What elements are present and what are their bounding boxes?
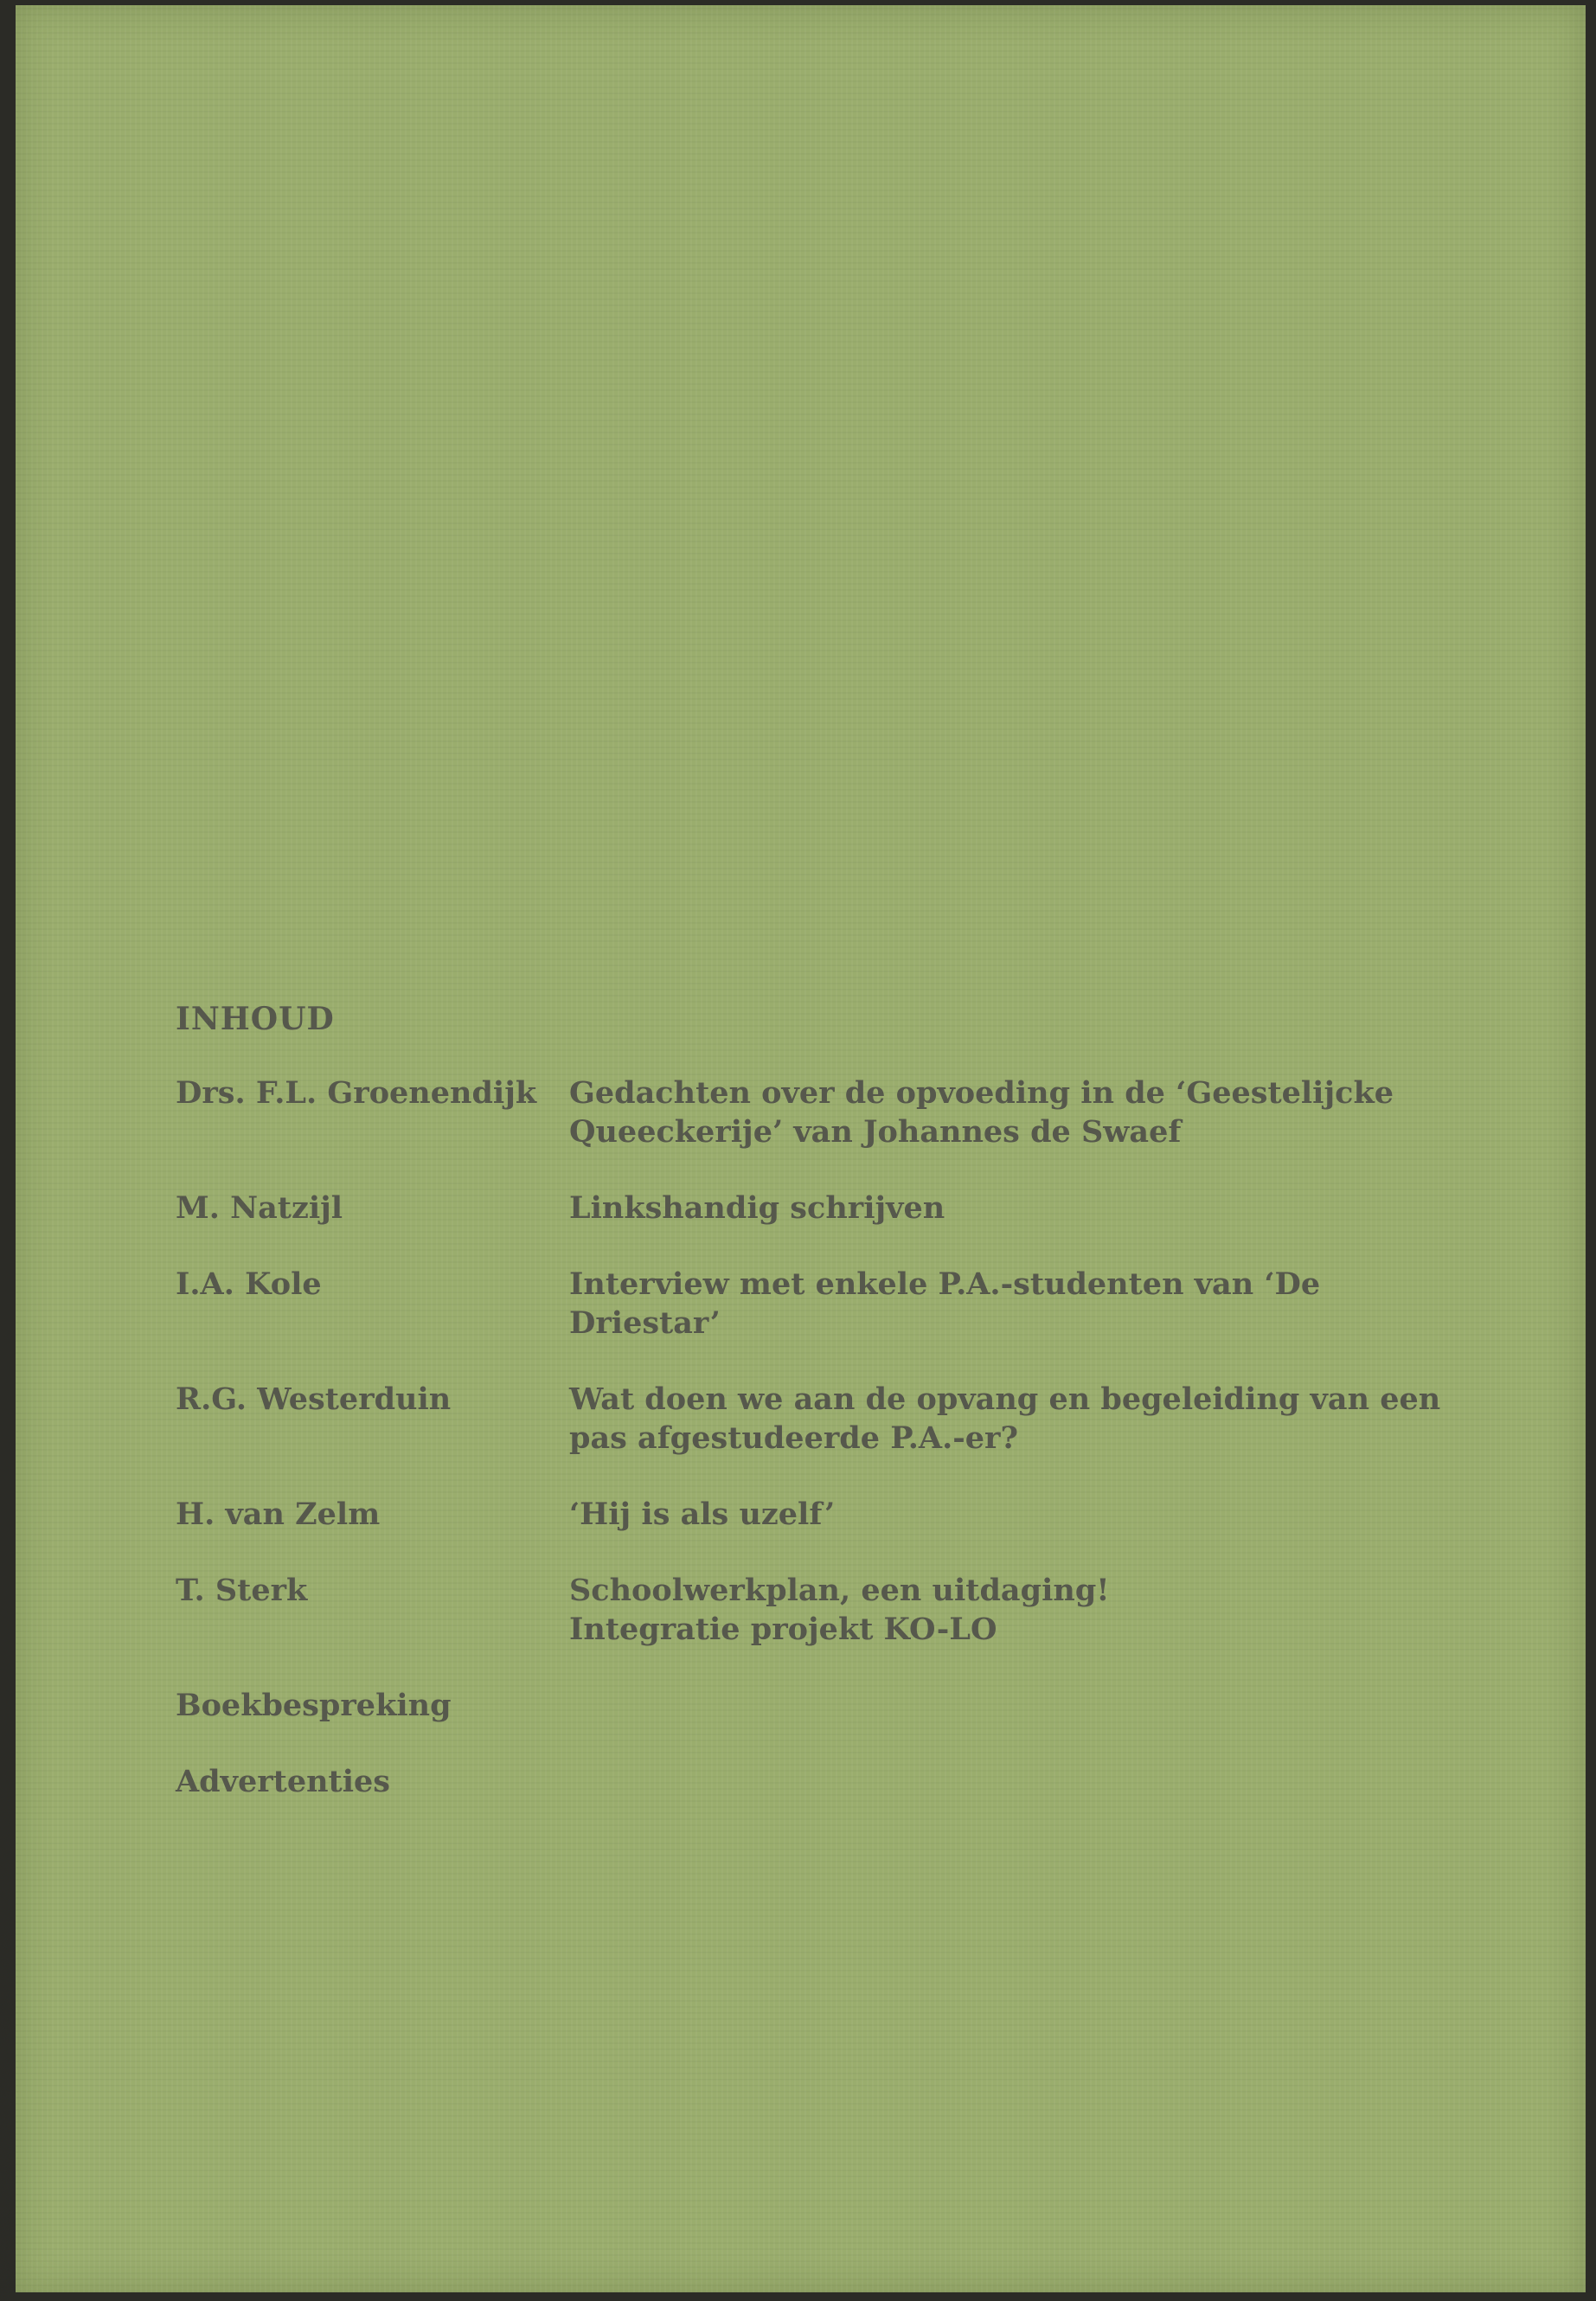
entry-title-line: Gedachten over de opvoeding in de ‘Geestelijcke	[569, 1075, 1394, 1111]
entry-title-line: Linkshandig schrijven	[569, 1190, 945, 1226]
entry-title-line: Queeckerije’ van Johannes de Swaef	[569, 1114, 1182, 1150]
toc-entry	[176, 1495, 1473, 1534]
table-of-contents	[176, 1000, 1473, 1838]
entry-title	[569, 1380, 1469, 1458]
entry-title	[569, 1074, 1469, 1151]
entry-author: R.G. Westerduin	[176, 1381, 452, 1417]
entry-author: M. Natzijl	[176, 1190, 343, 1226]
entry-title-line: Interview met enkele P.A.-studenten van ‘De	[569, 1266, 1321, 1302]
toc-entry	[176, 1265, 1473, 1343]
entry-author: I.A. Kole	[176, 1266, 322, 1302]
entry-title-line: Wat doen we aan de opvang en begeleiding van een	[569, 1381, 1441, 1417]
toc-entry	[176, 1189, 1473, 1227]
entry-author: Drs. F.L. Groenendijk	[176, 1075, 537, 1111]
entry-title-line: Schoolwerkplan, een uitdaging!	[569, 1573, 1110, 1608]
toc-entry	[176, 1571, 1473, 1649]
page-sheet	[16, 5, 1586, 2292]
entry-title	[569, 1265, 1469, 1343]
contents-heading: INHOUD	[176, 1001, 335, 1037]
toc-entry	[176, 1074, 1473, 1151]
section-advertenties: Advertenties	[176, 1764, 390, 1799]
entry-title	[569, 1189, 1469, 1227]
toc-entry	[176, 1380, 1473, 1458]
entry-title-line: Integratie projekt KO-LO	[569, 1612, 997, 1647]
entry-title-line: pas afgestudeerde P.A.-er?	[569, 1420, 1019, 1456]
entry-title-line: Driestar’	[569, 1305, 721, 1341]
entry-title	[569, 1571, 1469, 1649]
entry-author: H. van Zelm	[176, 1497, 381, 1532]
section-boekbespreking: Boekbespreking	[176, 1688, 452, 1723]
entry-author: T. Sterk	[176, 1573, 308, 1608]
entry-title-line: ‘Hij is als uzelf’	[569, 1497, 836, 1532]
entry-title	[569, 1495, 1469, 1534]
